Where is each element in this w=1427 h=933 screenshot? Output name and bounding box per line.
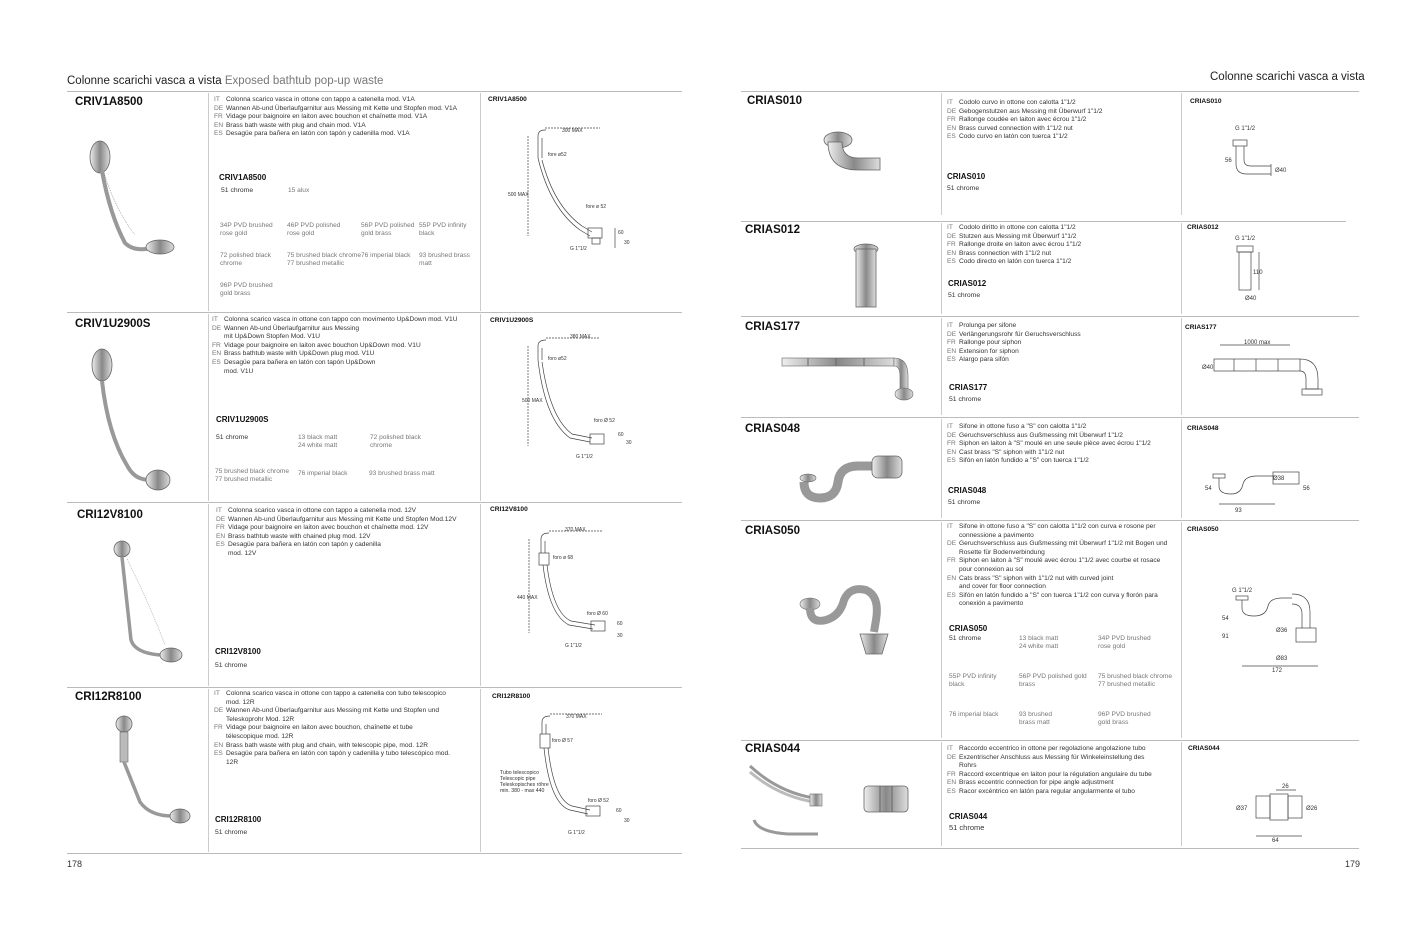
header-divider-left: [67, 91, 682, 92]
finish-option: 34P PVD brushed rose gold: [1098, 635, 1151, 650]
product-description: IT Colonna scarico vasca in ottone con tappo a catenella mod. V1A DE Wannen Ab-und Überlaufgarnitur aus Messing mit Kette und Stopfen mod. V1A FR Vidage pour baignoire en laiton avec bouchon et chaînette mod. V1A EN Brass bath waste with plug and chain mod. V1A ES Desagüe para bañera en latón con tapón y cadenilla mod. V1A: [214, 96, 458, 138]
col-divider: [1181, 223, 1182, 314]
col-divider: [480, 504, 481, 686]
row-divider: [741, 740, 1359, 741]
technical-drawing: [1205, 460, 1315, 515]
product-image-bath-waste: [105, 535, 195, 670]
svg-text:54: 54: [1222, 616, 1229, 622]
svg-text:foro Ø 60: foro Ø 60: [587, 611, 608, 617]
finish-option: 72 polished black chrome: [370, 434, 421, 449]
page-title-right: Colonne scarichi vasca a vista: [1210, 71, 1365, 83]
finish-option: 72 polished black chrome: [220, 252, 271, 267]
finish-option: 15 alux: [288, 187, 310, 194]
product-image-siphon-extension: [780, 350, 920, 410]
product-code: CRIAS050: [745, 525, 800, 537]
product-image-bath-waste: [110, 712, 200, 837]
product-image-eccentric-connection-installed: [748, 762, 828, 842]
svg-text:54: 54: [1205, 486, 1212, 492]
svg-text:G 1"1/2: G 1"1/2: [1232, 588, 1253, 594]
svg-text:Ø37: Ø37: [1236, 806, 1248, 812]
col-divider: [1181, 522, 1182, 738]
variant-code: CRIAS010: [947, 172, 986, 181]
page-number-right: 179: [1345, 859, 1361, 869]
finish-chrome: 51 chrome: [216, 434, 249, 441]
product-image-straight-connection: [852, 243, 882, 313]
finish-chrome: 51 chrome: [949, 635, 982, 642]
col-divider: [208, 314, 209, 501]
col-divider: [480, 93, 481, 311]
finish-option: 93 brushed brass matt: [1019, 711, 1052, 726]
technical-drawing: [1225, 120, 1295, 185]
technical-drawing: [1225, 232, 1285, 304]
variant-code: CRI12V8100: [215, 647, 261, 656]
svg-text:64: 64: [1272, 838, 1279, 842]
drawing-code: CRIAS048: [1187, 425, 1219, 432]
product-description: IT Sifone in ottone fuso a "S" con calotta 1"1/2 DE Geruchsverschluss aus Gußmessing mit Überwurf 1"1/2 FR Siphon en laiton à "S" moulé en une seule pièce avec écrou 1"1/2 EN Cast brass "S" siphon with 1"1/2 nut ES Sifón en latón fundido a "S" con tuerca 1"1/2: [947, 423, 1151, 465]
svg-text:Ø40: Ø40: [1275, 168, 1287, 174]
drawing-code: CRIAS012: [1187, 224, 1219, 231]
product-code: CRIAS044: [745, 743, 800, 755]
svg-text:93: 93: [1235, 508, 1242, 514]
variant-code: CRIV1A8500: [219, 173, 267, 182]
col-divider: [208, 689, 209, 852]
technical-drawing: [500, 330, 645, 465]
svg-text:30: 30: [624, 818, 630, 824]
variant-code: CRIV1U2900S: [216, 415, 269, 424]
drawing-code: CRIAS050: [1187, 526, 1219, 533]
svg-text:G 1"1/2: G 1"1/2: [570, 246, 587, 252]
col-divider: [1181, 93, 1182, 215]
row-divider: [67, 312, 682, 313]
drawing-code: CRI12V8100: [490, 506, 528, 513]
row-divider: [741, 316, 1359, 317]
svg-text:foro ø 68: foro ø 68: [553, 555, 574, 561]
row-divider: [67, 687, 682, 688]
svg-text:G 1"1/2: G 1"1/2: [576, 454, 593, 460]
col-divider: [1181, 742, 1182, 846]
col-divider: [208, 504, 209, 686]
variant-code: CRIAS048: [948, 486, 987, 495]
svg-text:300 MAX: 300 MAX: [562, 128, 583, 134]
svg-text:fore ø 52: fore ø 52: [586, 204, 607, 210]
svg-text:440 MAX: 440 MAX: [517, 595, 538, 601]
svg-text:G 1"1/2: G 1"1/2: [568, 830, 585, 836]
product-description: IT Codolo curvo in ottone con calotta 1"1/2 DE Gebogenstutzen aus Messing mit Überwurf 1"1/2 FR Rallonge coudée en laiton avec écrou 1"1/2 EN Brass curved connection with 1"1/2 nut ES Codo curvo en latón con tuerca 1"1/2: [947, 99, 1103, 141]
drawing-code: CRIAS010: [1190, 98, 1222, 105]
finish-option: 46P PVD polished rose gold: [287, 222, 341, 237]
finish-option: 56P PVD polished gold brass: [361, 222, 415, 237]
product-description: IT Sifone in ottone fuso a "S" con calotta 1"1/2 con curva e rosone per connessione a pavimento DE Geruchsverschluss aus Gußmessing mit Überwurf 1"1/2 mit Bogen und Rosette für Bodenverbindung FR Siphon en laiton à "S" moulé avec écrou 1"1/2 avec courbe et rosace pour connexion au sol EN Cats brass "S" siphon with 1"1/2 nut with curved joint and cover for floor connection ES Sifón en latón fundido a "S" con tuerca 1"1/2 con curva y florón para conexión a pavimento: [947, 523, 1168, 608]
finish-option: 13 black matt 24 white matt: [1019, 635, 1059, 650]
page-number-left: 178: [67, 859, 83, 869]
technical-drawing: [500, 118, 645, 268]
product-code: CRIAS012: [745, 224, 800, 236]
product-code: CRI12V8100: [77, 509, 143, 521]
product-image-s-siphon-floor: [796, 580, 891, 660]
finish-option: 75 brushed black chrome 77 brushed metallic: [287, 252, 362, 267]
svg-text:110: 110: [1253, 270, 1263, 276]
col-divider: [941, 419, 942, 518]
finish-option: 93 brushed brass matt: [369, 470, 435, 477]
svg-text:500 MAX: 500 MAX: [522, 398, 543, 404]
product-image-bath-waste: [80, 135, 195, 265]
row-divider: [741, 520, 1359, 521]
svg-text:foro Ø 52: foro Ø 52: [594, 418, 615, 424]
technical-drawing: [1200, 335, 1330, 405]
col-divider: [480, 314, 481, 501]
technical-drawing: [1222, 582, 1332, 672]
svg-text:G 1"1/2: G 1"1/2: [565, 643, 582, 649]
variant-code: CRIAS050: [949, 624, 988, 633]
product-image-eccentric-connection: [858, 780, 918, 820]
finish-option: 76 imperial black: [298, 470, 348, 477]
finish-option: 13 black matt 24 white matt: [298, 434, 338, 449]
product-code: CRIAS048: [745, 423, 800, 435]
finish-chrome: 51 chrome: [221, 187, 254, 194]
finish-chrome: 51 chrome: [215, 829, 248, 836]
product-image-bath-waste: [80, 345, 180, 495]
finish-chrome: 51 chrome: [947, 185, 980, 192]
row-divider: [741, 417, 1359, 418]
technical-drawing: [498, 708, 643, 838]
svg-text:56: 56: [1225, 158, 1232, 164]
svg-text:26: 26: [1282, 784, 1289, 790]
svg-text:1000 max: 1000 max: [1244, 340, 1271, 346]
svg-text:G 1"1/2: G 1"1/2: [1235, 126, 1256, 132]
page-title-left: Colonne scarichi vasca a vista Exposed bathtub pop-up waste: [67, 75, 384, 87]
svg-text:370 MAX: 370 MAX: [566, 714, 587, 720]
finish-chrome: 51 chrome: [948, 499, 981, 506]
finish-option: 34P PVD brushed rose gold: [220, 222, 273, 237]
svg-text:30: 30: [617, 633, 623, 639]
product-description: IT Colonna scarico vasca in ottone con tappo a catenella con tubo telescopico mod. 12R DE Wannen Ab-und Überlaufgarnitur aus Messing mit Kette und Stopfen und Teleskoprohr Mod. 12R FR Vidage pour baignoire en laiton avec bouchon, chaînette et tube télescopique mod. 12R EN Brass bath waste with plug and chain, with telescopic pipe, mod. 12R ES Desagüe para bañera en latón con tapón y cadenilla y tubo telescópico mod. 12R: [214, 690, 450, 766]
row-divider: [741, 848, 1359, 849]
finish-option: 76 imperial black: [361, 252, 411, 259]
svg-text:Ø40: Ø40: [1245, 296, 1257, 302]
variant-code: CRIAS177: [949, 383, 988, 392]
product-code: CRIAS177: [745, 321, 800, 333]
svg-text:Ø40: Ø40: [1202, 365, 1214, 371]
svg-text:Ø36: Ø36: [1276, 628, 1288, 634]
col-divider: [941, 318, 942, 415]
svg-text:Ø83: Ø83: [1276, 656, 1288, 662]
svg-text:foro ø52: foro ø52: [548, 356, 567, 362]
product-description: IT Colonna scarico vasca in ottone con tappo a catenella mod. 12V DE Wannen Ab-und Überlaufgarnitur aus Messing mit Kette und Stopfen Mod.12V FR Vidage pour baignoire en laiton avec bouchon et chaînette mod. 12V EN Brass bathtub waste with chained plug mod. 12V ES Desagüe para bañera en latón con tapón y cadenilla mod. 12V: [216, 507, 457, 557]
finish-chrome: 51 chrome: [949, 396, 982, 403]
finish-chrome: 51 chrome: [948, 292, 981, 299]
drawing-code: CRI12R8100: [492, 693, 531, 700]
drawing-code: CRIV1A8500: [488, 96, 527, 103]
header-divider-right: [741, 91, 1359, 92]
product-code: CRI12R8100: [75, 691, 142, 703]
svg-text:380 MAX: 380 MAX: [570, 334, 591, 340]
svg-text:60: 60: [616, 808, 622, 814]
svg-text:Tubo telescopicoTelescopic pip: Tubo telescopico Telescopic pipe Teleskopisches röhre min. 380 - max 440: [500, 770, 549, 794]
finish-option: 75 brushed black chrome 77 brushed metallic: [1098, 673, 1173, 688]
svg-text:foro Ø 52: foro Ø 52: [588, 798, 609, 804]
product-description: IT Raccordo eccentrico in ottone per regolazione angolazione tubo DE Exzentrischer Anschluss aus Messing für Winkeleinstellung des Rohrs FR Raccord excentrique en laiton pour la régulation angulaire du tube EN Brass eccentric connection for pipe angle adjustment ES Racor excéntrico en latón para regular angularmente el tubo: [947, 745, 1152, 795]
svg-text:60: 60: [618, 432, 624, 438]
drawing-code: CRIAS044: [1188, 745, 1220, 752]
svg-text:172: 172: [1272, 668, 1283, 672]
svg-text:56: 56: [1303, 486, 1310, 492]
svg-text:30: 30: [626, 440, 632, 446]
product-code: CRIV1A8500: [75, 96, 143, 108]
row-divider: [741, 221, 1346, 222]
row-divider: [67, 502, 682, 503]
product-image-s-siphon: [798, 448, 908, 508]
drawing-code: CRIAS177: [1185, 324, 1217, 331]
col-divider: [941, 93, 942, 215]
product-description: IT Colonna scarico vasca in ottone con tappo con movimento Up&Down mod. V1U DE Wannen Ab-und Überlaufgarnitur aus Messing mit Up&Down Stopfen Mod. V1U FR Vidage pour baignoire en laiton avec bouchon Up&Down mod. V1U EN Brass bathtub waste with Up&Down plug mod. V1U ES Desagüe para bañera en latón con tapón Up&Down mod. V1U: [212, 316, 458, 375]
svg-text:G 1"1/2: G 1"1/2: [1235, 236, 1256, 242]
svg-text:91: 91: [1222, 634, 1229, 640]
finish-option: 55P PVD infinity black: [949, 673, 997, 688]
svg-text:370 MAX: 370 MAX: [565, 527, 586, 533]
col-divider: [1181, 419, 1182, 518]
svg-text:30: 30: [624, 240, 630, 246]
finish-option: 56P PVD polished gold brass: [1019, 673, 1087, 688]
svg-text:500 MAX: 500 MAX: [508, 192, 529, 198]
variant-code: CRIAS012: [948, 279, 987, 288]
finish-option: 96P PVD brushed gold brass: [1098, 711, 1151, 726]
col-divider: [480, 689, 481, 852]
product-image-curved-connection: [818, 128, 888, 183]
svg-text:foro Ø 57: foro Ø 57: [552, 738, 573, 744]
svg-text:60: 60: [618, 230, 624, 236]
col-divider: [941, 223, 942, 314]
svg-text:Ø38: Ø38: [1273, 476, 1285, 482]
product-code: CRIAS010: [747, 95, 802, 107]
product-code: CRIV1U2900S: [75, 318, 151, 330]
svg-text:60: 60: [617, 621, 623, 627]
technical-drawing: [505, 525, 645, 655]
finish-option: 76 imperial black: [949, 711, 999, 718]
finish-chrome: 51 chrome: [215, 662, 248, 669]
col-divider: [941, 522, 942, 738]
col-divider: [941, 742, 942, 846]
product-description: IT Prolunga per sifone DE Verlängerungsrohr für Geruchsverschluss FR Rallonge pour siphon EN Extension for siphon ES Alargo para sifón: [947, 322, 1081, 364]
col-divider: [208, 93, 209, 311]
variant-code: CRIAS044: [949, 812, 988, 821]
drawing-code: CRIV1U2900S: [490, 317, 534, 324]
svg-text:Ø26: Ø26: [1306, 806, 1318, 812]
finish-chrome: 51 chrome: [949, 823, 985, 832]
product-description: IT Codolo diritto in ottone con calotta 1"1/2 DE Stutzen aus Messing mit Überwurf 1"1/2 FR Rallonge droite en laiton avec écrou 1"1/2 EN Brass connection with 1"1/2 nut ES Codo directo en latón con tuerca 1"1/2: [947, 224, 1082, 266]
finish-option: 55P PVD infinity black: [419, 222, 467, 237]
variant-code: CRI12R8100: [215, 815, 262, 824]
col-divider: [1181, 318, 1182, 415]
finish-option: 75 brushed black chrome 77 brushed metallic: [215, 468, 290, 483]
technical-drawing: [1232, 780, 1342, 842]
row-divider: [67, 853, 682, 854]
finish-option: 96P PVD brushed gold brass: [220, 282, 273, 297]
finish-option: 93 brushed brass matt: [419, 252, 470, 267]
svg-text:fore ø52: fore ø52: [548, 152, 567, 158]
